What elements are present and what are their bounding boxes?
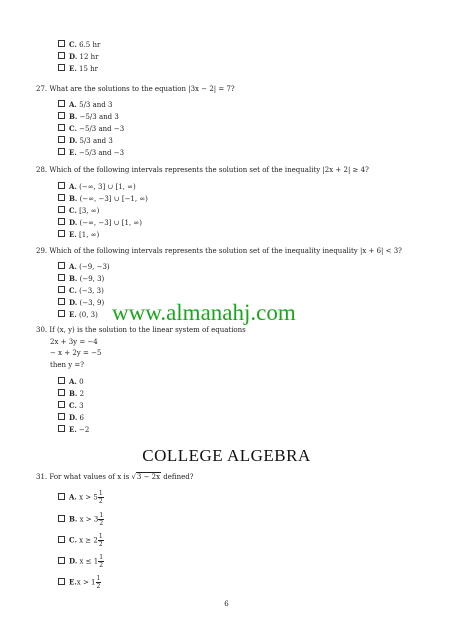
option-letter: A. (69, 100, 77, 109)
option-text: 12 hr (79, 53, 99, 61)
option-text: −5/3 and 3 (79, 113, 119, 121)
checkbox-icon[interactable] (58, 100, 65, 107)
equation-1: 2x + 3y = −4 (50, 338, 98, 346)
option-26-e[interactable] (58, 64, 98, 74)
checkbox-icon[interactable] (58, 413, 65, 420)
checkbox-icon[interactable] (58, 274, 65, 281)
fraction: $\frac{1}{2}$ (96, 575, 101, 590)
fraction: $\frac{1}{2}$ (99, 512, 104, 527)
checkbox-icon[interactable] (58, 206, 65, 213)
option-text: x > 3 (79, 515, 99, 524)
checkbox-icon[interactable] (58, 124, 65, 131)
question-31-prompt: 31. For what values of x is √3 − 2x defined? (36, 473, 194, 481)
checkbox-icon[interactable] (58, 377, 65, 384)
page-number: 6 (224, 600, 229, 608)
option-28-c[interactable] (58, 206, 99, 216)
option-letter: E. (69, 425, 77, 434)
option-text: x ≤ 1 (79, 557, 99, 566)
option-text: −5/3 and −3 (79, 125, 125, 133)
option-29-b[interactable] (58, 274, 104, 284)
option-29-c[interactable] (58, 286, 104, 296)
option-letter: D. (69, 413, 78, 422)
checkbox-icon[interactable] (58, 230, 65, 237)
checkbox-icon[interactable] (58, 52, 65, 59)
checkbox-icon[interactable] (58, 310, 65, 317)
option-text: (−9, −3) (79, 263, 110, 271)
option-31-a[interactable] (58, 490, 104, 505)
checkbox-icon[interactable] (58, 401, 65, 408)
option-27-c[interactable] (58, 124, 124, 134)
question-27-prompt: 27. What are the solutions to the equation |3x − 2| = 7? (36, 85, 235, 93)
option-text: (−∞, 3] ∪ [1, ∞) (79, 183, 136, 191)
option-text: (−3, 9) (79, 299, 105, 307)
checkbox-icon[interactable] (58, 64, 65, 71)
question-29-prompt: 29. Which of the following intervals represents the solution set of the inequality inequality |x + 6| < 3? (36, 247, 402, 255)
option-28-b[interactable] (58, 194, 148, 204)
prompt-text: 31. For what values of x is (36, 473, 132, 481)
option-27-a[interactable] (58, 100, 112, 110)
option-31-c[interactable] (58, 533, 104, 548)
option-text: 3 (79, 402, 84, 410)
radicand: 3 − 2x (136, 473, 161, 481)
checkbox-icon[interactable] (58, 536, 65, 543)
option-27-d[interactable] (58, 136, 113, 146)
option-letter: A. (69, 492, 77, 502)
option-letter: B. (69, 112, 78, 121)
option-letter: D. (69, 298, 78, 307)
fraction: $\frac{1}{2}$ (98, 490, 103, 505)
option-letter: C. (69, 40, 77, 49)
checkbox-icon[interactable] (58, 182, 65, 189)
checkbox-icon[interactable] (58, 578, 65, 585)
checkbox-icon[interactable] (58, 557, 65, 564)
option-27-e[interactable] (58, 148, 124, 158)
question-30-then: then y =? (50, 361, 84, 369)
checkbox-icon[interactable] (58, 286, 65, 293)
option-text: −5/3 and −3 (79, 149, 125, 157)
prompt-text: defined? (161, 473, 194, 481)
checkbox-icon[interactable] (58, 112, 65, 119)
option-letter: D. (69, 136, 78, 145)
checkbox-icon[interactable] (58, 425, 65, 432)
option-letter: C. (69, 401, 77, 410)
option-30-a[interactable] (58, 377, 84, 387)
option-letter: D. (69, 52, 78, 61)
option-text: 6 (79, 414, 84, 422)
option-27-b[interactable] (58, 112, 119, 122)
option-letter: B. (69, 514, 78, 524)
checkbox-icon[interactable] (58, 218, 65, 225)
option-text: [1, ∞) (79, 231, 100, 239)
option-letter: C. (69, 286, 77, 295)
checkbox-icon[interactable] (58, 515, 65, 522)
checkbox-icon[interactable] (58, 194, 65, 201)
option-letter: C. (69, 206, 77, 215)
option-28-d[interactable] (58, 218, 142, 228)
option-26-d[interactable] (58, 52, 99, 62)
option-letter: B. (69, 389, 78, 398)
option-text: 2 (79, 390, 85, 398)
option-26-c[interactable] (58, 40, 100, 50)
checkbox-icon[interactable] (58, 136, 65, 143)
option-31-b[interactable] (58, 512, 104, 527)
equation-2: − x + 2y = −5 (50, 349, 102, 357)
option-text: −2 (79, 426, 90, 434)
option-30-b[interactable] (58, 389, 84, 399)
option-30-e[interactable] (58, 425, 89, 435)
option-letter: C. (69, 124, 77, 133)
option-letter: D. (69, 556, 78, 566)
option-letter: D. (69, 218, 78, 227)
checkbox-icon[interactable] (58, 389, 65, 396)
option-29-e[interactable] (58, 310, 98, 320)
fraction: $\frac{1}{2}$ (99, 554, 104, 569)
fraction: $\frac{1}{2}$ (98, 533, 103, 548)
option-text: (−∞, −3] ∪ [−1, ∞) (79, 195, 148, 203)
option-text: x > 1 (76, 578, 96, 587)
option-text: 5/3 and 3 (79, 137, 113, 145)
option-text: (−∞, −3] ∪ [1, ∞) (79, 219, 142, 227)
option-letter: B. (69, 194, 78, 203)
option-text: 5/3 and 3 (79, 101, 113, 109)
option-letter: E. (69, 310, 77, 319)
checkbox-icon[interactable] (58, 262, 65, 269)
option-28-e[interactable] (58, 230, 99, 240)
option-letter: E. (69, 577, 77, 587)
checkbox-icon[interactable] (58, 148, 65, 155)
option-30-d[interactable] (58, 413, 84, 423)
option-letter: C. (69, 535, 77, 545)
checkbox-icon[interactable] (58, 493, 65, 500)
option-text: (−3, 3) (79, 287, 104, 295)
option-letter: A. (69, 262, 77, 271)
option-29-d[interactable] (58, 298, 104, 308)
watermark: www.almanahj.com (112, 300, 296, 325)
question-28-prompt: 28. Which of the following intervals represents the solution set of the inequality |2x + 2| ≥ 4? (36, 166, 369, 174)
option-letter: E. (69, 148, 77, 157)
section-title: COLLEGE ALGEBRA (142, 446, 311, 465)
option-text: (0, 3) (79, 311, 98, 319)
option-text: (−9, 3) (79, 275, 105, 283)
checkbox-icon[interactable] (58, 298, 65, 305)
option-text: [3, ∞) (79, 207, 100, 215)
option-letter: A. (69, 182, 77, 191)
option-letter: E. (69, 230, 77, 239)
option-29-a[interactable] (58, 262, 110, 272)
option-text: x ≥ 2 (79, 536, 98, 545)
option-letter: E. (69, 64, 77, 73)
option-text: 6.5 hr (79, 41, 101, 49)
option-30-c[interactable] (58, 401, 84, 411)
option-31-d[interactable] (58, 554, 104, 569)
option-letter: A. (69, 377, 77, 386)
option-letter: B. (69, 274, 78, 283)
option-text: x > 5 (79, 493, 98, 502)
option-text: 15 hr (79, 65, 99, 73)
checkbox-icon[interactable] (58, 40, 65, 47)
option-text: 0 (79, 378, 84, 386)
option-31-e[interactable] (58, 575, 101, 590)
option-28-a[interactable] (58, 182, 136, 192)
question-30-prompt: 30. If (x, y) is the solution to the linear system of equations (36, 326, 246, 334)
